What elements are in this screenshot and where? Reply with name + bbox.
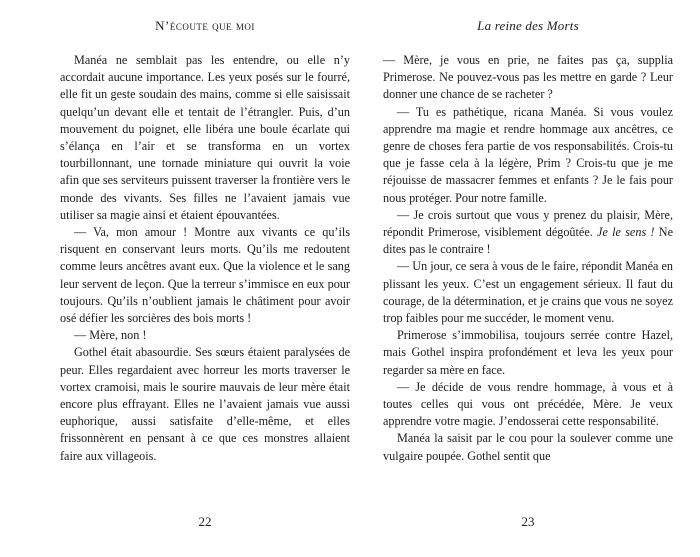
paragraph: — Va, mon amour ! Montre aux vivants ce qu’ils risquent en conservant leurs morts. Qu’ils me redoutent comme leurs ancêtres avant eux. Que la violence et le sang leur servent de leçon. Que la terreur s’immisce en eux pour toujours. Qu’ils n’oublient jamais le châtiment pour avoir osé défier les sorcières des bois morts ! — [60, 225, 350, 326]
paragraph: Primerose s’immobilisa, toujours serrée contre Hazel, mais Gothel inspira profondément et leva les yeux pour regarder sa mère en face. — [383, 328, 673, 377]
paragraph: Gothel était abasourdie. Ses sœurs étaient paralysées de peur. Elles regardaient avec horreur les morts traverser le vortex cramoisi, mais le sourire mauvais de leur mère était encore plus effrayant. Elles ne l’avaient jamais vue aussi euphorique, aussi satisfaite d’elle-même, et elles frissonnèrent en pensant à ce que ces monstres allaient faire aux villageois. — [60, 345, 350, 463]
paragraph: — Un jour, ce sera à vous de le faire, répondit Manéa en plissant les yeux. C’est un engagement sérieux. Il faut du courage, de la détermination, et je crains que vous ne soyez trop faibles pour me succéder, le moment venu. — [383, 259, 673, 326]
left-page-text — [60, 52, 350, 465]
paragraph: — Tu es pathétique, ricana Manéa. Si vous voulez apprendre ma magie et rendre hommage aux ancêtres, ce genre de choses fera partie de vos responsabilités. Crois-tu que je fasse cela à la légère, Prim ? Crois-tu que je me réjouisse de massacrer femmes et enfants ? Je le fais pour nous protéger. Pour notre famille. — [383, 104, 673, 205]
paragraph: — Mère, non ! — [74, 328, 147, 343]
paragraph: Manéa la saisit par le cou pour la soulever comme une vulgaire poupée. Gothel sentit que — [383, 431, 673, 463]
right-page-text — [383, 52, 673, 465]
left-page-number: 22 — [198, 514, 212, 529]
right-running-head: La reine des Morts — [477, 18, 579, 33]
paragraph: — Mère, je vous en prie, ne faites pas ça, supplia Primerose. Ne pouvez-vous pas les mettre en garde ? Leur donner une chance de se racheter ? — [383, 53, 673, 102]
italic-phrase: Je le sens ! — [597, 225, 655, 240]
paragraph: — Je décide de vous rendre hommage, à vous et à toutes celles qui vous ont précédée, Mère. Je veux apprendre votre magie. J’endosserai cette responsabilité. — [383, 379, 673, 429]
left-page — [60, 0, 350, 557]
paragraph: Manéa ne semblait pas les entendre, ou elle n’y accordait aucune importance. Les yeux posés sur le fourré, elle fit un geste soudain des mains, comme si elle saisissait quelqu’un devant elle et tentait de l’étrangler. Puis, d’un mouvement du poignet, elle libéra une boule écarlate qui s’élança en l’air et se transforma en un vortex tourbillonnant, une tornade miniature qui ouvrit la voie afin que ses serviteurs puissent traverser la frontière vers le monde des vivants. Ses filles ne l’avaient jamais vue utiliser sa magie ainsi et étaient épouvantées. — [60, 53, 350, 222]
right-page-number: 23 — [521, 514, 535, 529]
left-running-head: N’écoute que moi — [155, 18, 255, 33]
paragraph-text: Ne dites pas le contraire ! — [383, 225, 673, 257]
paragraph-text: — Je crois surtout que vous y prenez du plaisir, Mère, répondit Primerose, visiblement dégoûtée. — [383, 207, 673, 240]
paragraph — [383, 207, 673, 259]
right-page — [383, 0, 673, 557]
